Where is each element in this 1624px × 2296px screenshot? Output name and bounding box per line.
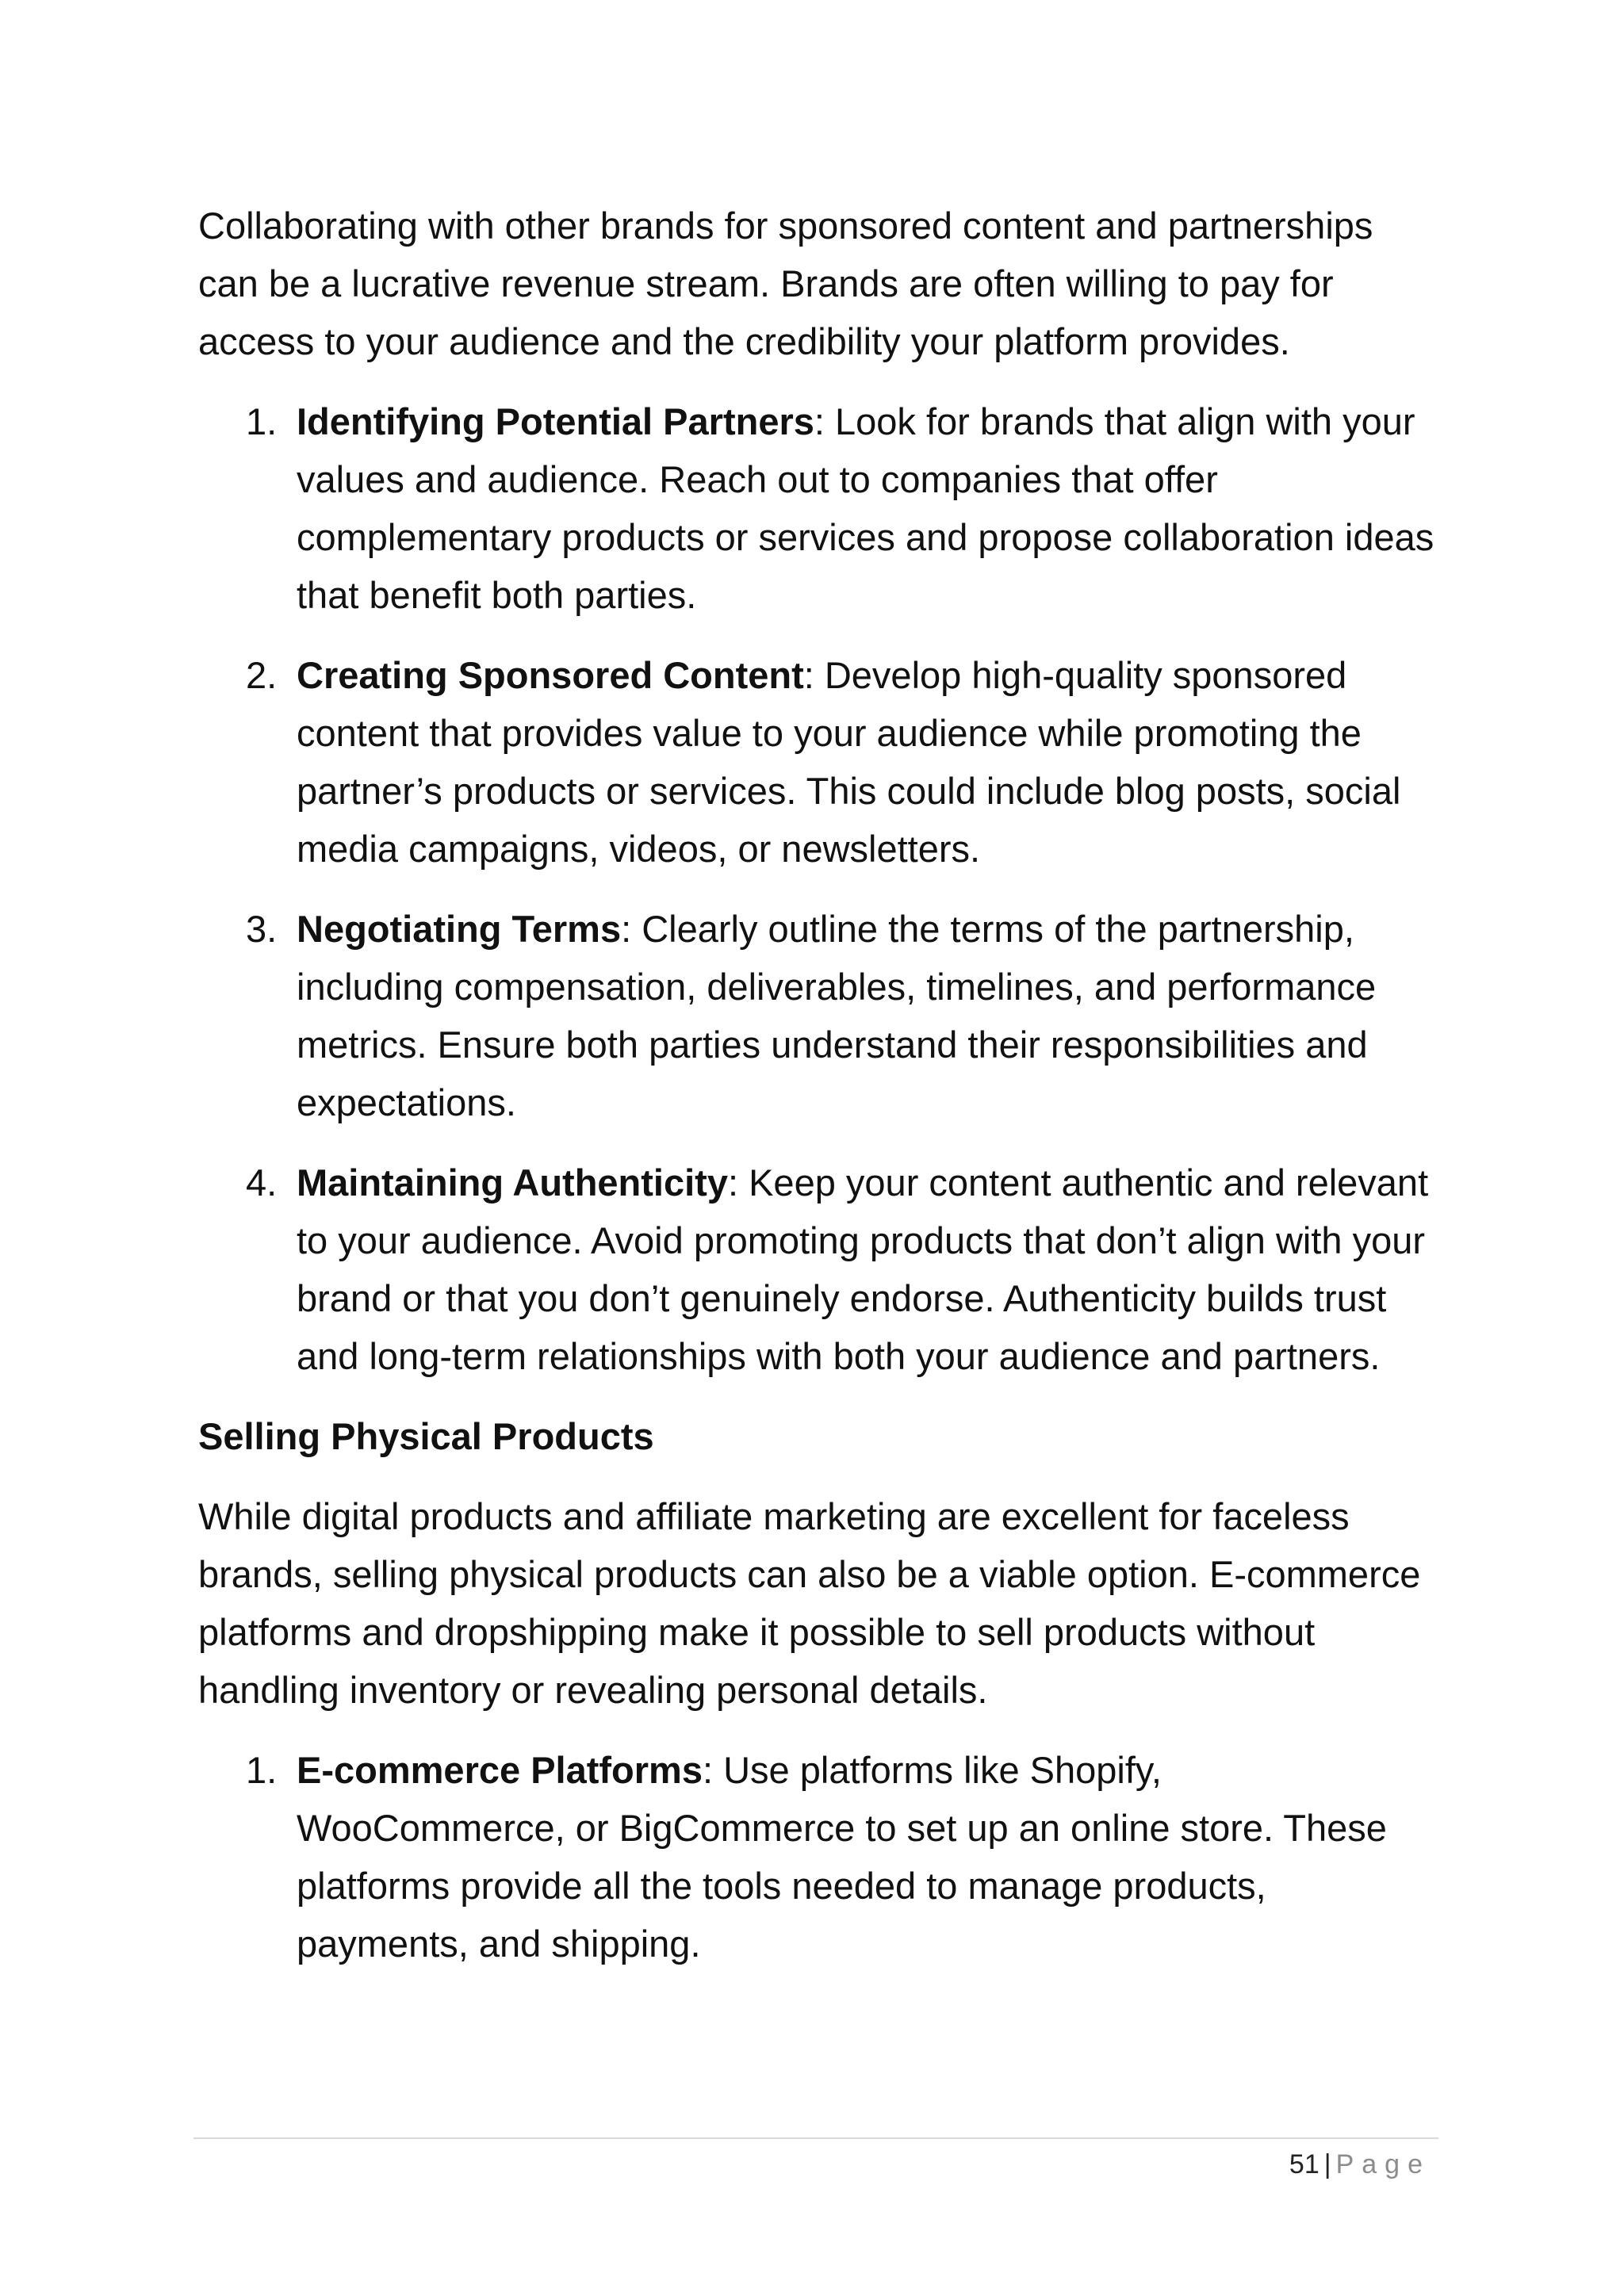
- products-list: [198, 1741, 1435, 1973]
- list-item-title: E-commerce Platforms: [297, 1749, 703, 1791]
- page-footer: [1289, 2147, 1431, 2182]
- footer-separator: |: [1323, 2149, 1331, 2179]
- list-item-number: 1.: [246, 1749, 278, 1791]
- list-item-title: Identifying Potential Partners: [297, 400, 814, 442]
- list-item-number: 1.: [246, 400, 278, 442]
- list-item-text: : Use platforms like Shopify, WooCommerce, or BigCommerce to set up an online store. These platforms provide all the tools needed to manage products, payments, and shipping.: [297, 1749, 1387, 1965]
- partnership-list: [198, 392, 1435, 1385]
- list-item-text: : Look for brands that align with your values and audience. Reach out to companies that offer complementary products or services and propose collaboration ideas that benefit both parties.: [297, 400, 1434, 616]
- list-item: [198, 900, 1435, 1131]
- page-label: Page: [1335, 2149, 1431, 2179]
- footer-divider: [193, 2137, 1438, 2139]
- list-item-title: Maintaining Authenticity: [297, 1161, 728, 1203]
- list-item-number: 4.: [246, 1161, 278, 1203]
- list-item-title: Creating Sponsored Content: [297, 654, 804, 696]
- page-number: 51: [1289, 2149, 1320, 2179]
- section-paragraph: While digital products and affiliate marketing are excellent for faceless brands, selling physical products can also be a viable option. E-commerce platforms and dropshipping make it possible to sell products without handling inventory or revealing personal details.: [198, 1495, 1421, 1711]
- list-item-text: : Clearly outline the terms of the partnership, including compensation, deliverables, timelines, and performance metrics. Ensure both parties understand their responsibilities and expectations.: [297, 908, 1377, 1123]
- list-item: [198, 1741, 1435, 1973]
- intro-paragraph: Collaborating with other brands for sponsored content and partnerships can be a lucrative revenue stream. Brands are often willing to pay for access to your audience and the credibility your platform provides.: [198, 205, 1373, 362]
- document-page: [198, 197, 1435, 1995]
- list-item: [198, 392, 1435, 624]
- list-item-number: 2.: [246, 654, 278, 696]
- list-item-text: : Keep your content authentic and relevant to your audience. Avoid promoting products that don’t align with your brand or that you don’t genuinely endorse. Authenticity builds trust and long-term relationships with both your audience and partners.: [297, 1161, 1429, 1377]
- section-heading: Selling Physical Products: [198, 1415, 654, 1457]
- list-item: [198, 1154, 1435, 1385]
- list-item-number: 3.: [246, 908, 278, 950]
- list-item: [198, 646, 1435, 878]
- list-item-title: Negotiating Terms: [297, 908, 622, 950]
- list-item-text: : Develop high-quality sponsored content that provides value to your audience while promoting the partner’s products or services. This could include blog posts, social media campaigns, videos, or newsletters.: [297, 654, 1401, 870]
